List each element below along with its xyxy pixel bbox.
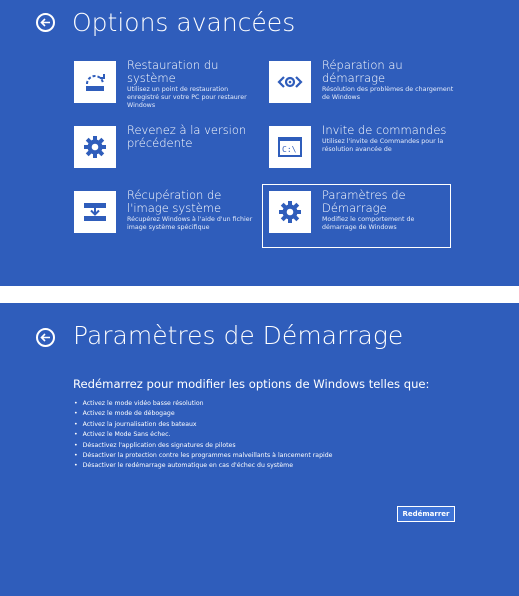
svg-text:C:\: C:\ <box>282 145 297 154</box>
system-restore-icon <box>74 61 116 103</box>
list-item: • Activez le mode vidéo basse résolution <box>74 399 332 409</box>
gear-icon <box>269 191 311 233</box>
back-arrow-icon[interactable] <box>36 13 55 32</box>
option-command-prompt[interactable] <box>267 124 453 182</box>
page-subtitle: Redémarrez pour modifier les options de Windows telles que: <box>73 377 430 391</box>
back-arrow-icon[interactable] <box>36 328 55 347</box>
option-startup-settings[interactable] <box>263 185 450 247</box>
list-item: • Activez le Mode Sans échec. <box>74 430 332 440</box>
option-description: Résolution des problèmes de chargement de Windows <box>322 86 454 102</box>
advanced-options-panel <box>0 0 519 286</box>
option-name: Réparation au démarrage <box>322 58 403 85</box>
page-title: Paramètres de Démarrage <box>73 321 404 350</box>
option-name: Invite de commandes <box>322 123 447 137</box>
option-name: Paramètres de Démarrage <box>322 188 406 215</box>
option-system-image-recovery[interactable] <box>72 189 258 247</box>
option-description: Utilisez un point de restauration enregistré sur votre PC pour restaurer Windows <box>127 86 247 110</box>
option-name: Récupération de l'image système <box>127 188 222 215</box>
list-item: • Activez la journalisation des bateaux <box>74 420 332 430</box>
list-item: • Désactivez l'application des signatures de pilotes <box>74 441 332 451</box>
option-name: Restauration du système <box>127 58 219 85</box>
startup-settings-panel <box>0 303 519 596</box>
command-prompt-icon <box>269 126 311 168</box>
option-system-restore[interactable] <box>72 59 258 117</box>
list-item: • Désactiver la protection contre les programmes malveillants à lancement rapide <box>74 451 332 461</box>
startup-repair-icon <box>269 61 311 103</box>
option-description: Modifiez le comportement de démarrage de Windows <box>322 216 415 232</box>
restart-button[interactable]: Redémarrer <box>397 506 455 522</box>
system-image-icon <box>74 191 116 233</box>
option-name: Revenez à la version précédente <box>127 123 247 150</box>
options-list <box>74 399 332 472</box>
option-previous-version[interactable] <box>72 124 258 182</box>
list-item: • Activez le mode de débogage <box>74 409 332 419</box>
option-startup-repair[interactable] <box>267 59 453 117</box>
option-description: Utilisez l'invite de Commandes pour la résolution avancée de <box>322 138 444 154</box>
list-item: • Désactiver le redémarrage automatique en cas d'échec du système <box>74 461 332 471</box>
page-title: Options avancées <box>72 8 296 37</box>
gear-icon <box>74 126 116 168</box>
option-description: Récupérez Windows à l'aide d'un fichier image système spécifique <box>127 216 253 232</box>
